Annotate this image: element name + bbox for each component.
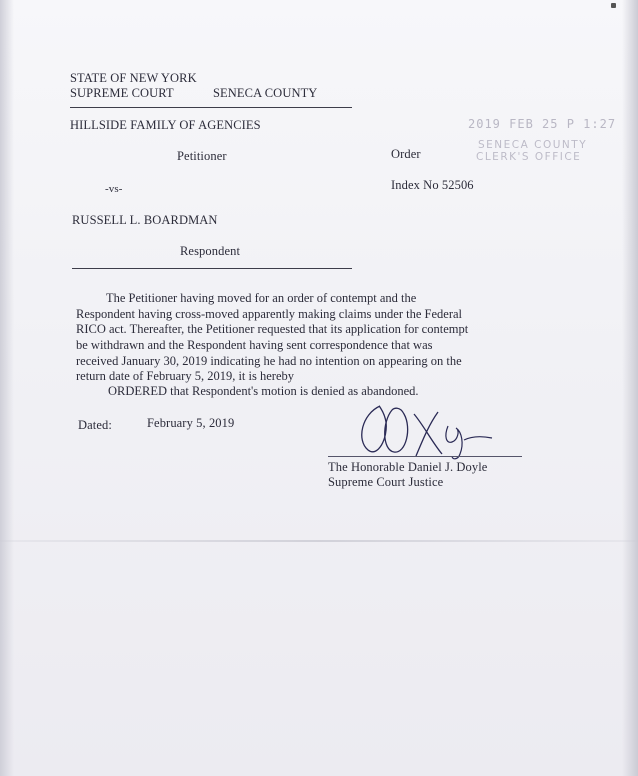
caption-rule-bottom [72,268,352,269]
petitioner-role: Petitioner [177,149,227,163]
versus-label: -vs- [105,183,123,195]
body-line: RICO act. Thereafter, the Petitioner requested that its application for contempt [76,322,469,336]
scan-corner-mark [611,3,616,8]
body-line: Respondent having cross-moved apparently making claims under the Federal [76,307,463,321]
body-line: received January 30, 2019 indicating he had no intention on appearing on the [76,354,462,368]
page-fold-line [0,540,638,542]
caption-state: STATE OF NEW YORK [70,71,197,85]
body-line: return date of February 5, 2019, it is hereby [76,369,294,383]
index-number: Index No 52506 [391,178,474,192]
body-line: be withdrawn and the Respondent having sent correspondence that was [76,338,433,352]
respondent-name: RUSSELL L. BOARDMAN [72,213,218,227]
ordered-clause: ORDERED that Respondent's motion is denied as abandoned. [108,384,419,398]
scan-shadow-right [622,0,638,776]
caption-court: SUPREME COURT [70,86,174,100]
dated-label: Dated: [78,418,112,432]
body-line: The Petitioner having moved for an order of contempt and the [106,291,417,305]
clerk-stamp-datetime: 2019 FEB 25 P 1:27 [468,117,617,131]
clerk-stamp-office-line2: CLERK'S OFFICE [476,151,582,163]
dated-value: February 5, 2019 [147,416,235,430]
scan-shadow-left [0,0,14,776]
petitioner-name: HILLSIDE FAMILY OF AGENCIES [70,118,261,132]
doc-type: Order [391,147,421,161]
caption-rule-top [70,107,352,108]
respondent-role: Respondent [180,244,241,258]
clerk-stamp-office-line1: SENECA COUNTY [478,139,588,151]
caption-county: SENECA COUNTY [213,86,318,100]
judge-name: The Honorable Daniel J. Doyle [328,460,488,474]
signature-line [328,456,522,457]
judge-signature [352,392,502,462]
judge-title: Supreme Court Justice [328,475,444,489]
